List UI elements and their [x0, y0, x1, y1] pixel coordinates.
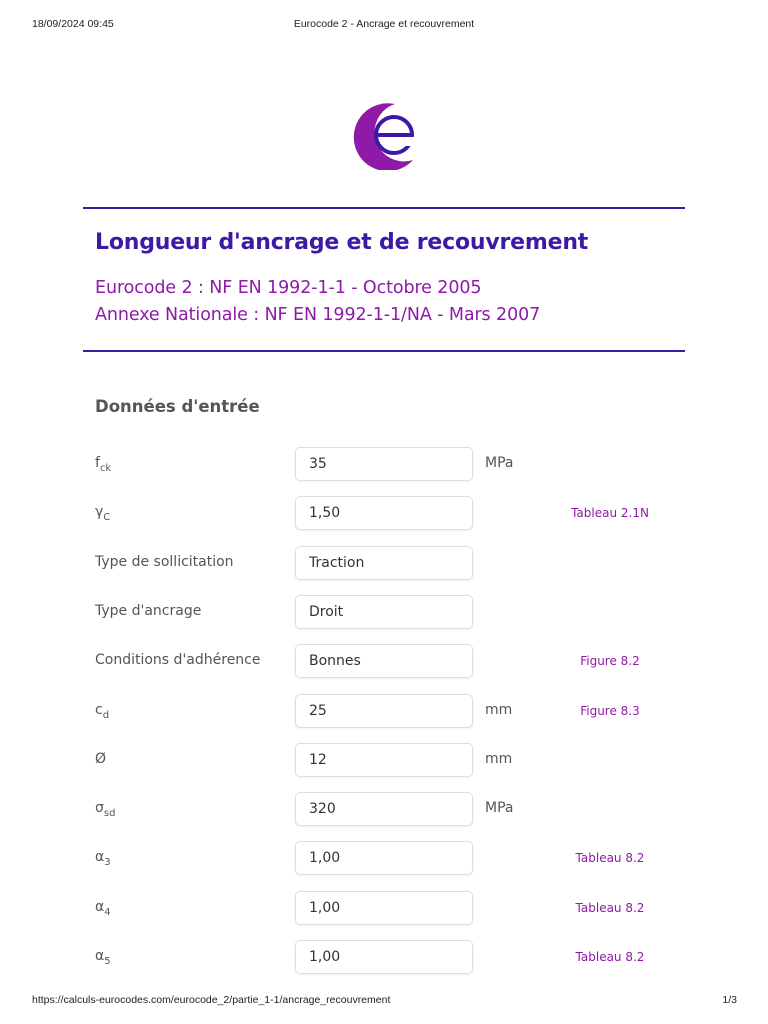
parameter-symbol: α: [95, 849, 105, 865]
parameter-symbol: Ø: [95, 751, 107, 767]
parameter-label: [95, 899, 111, 918]
parameter-subscript: 5: [104, 956, 111, 967]
reference-link[interactable]: Figure 8.2: [580, 654, 640, 668]
parameter-value-field[interactable]: Traction: [295, 546, 473, 580]
eurocode-reference: Eurocode 2 : NF EN 1992-1-1 - Octobre 2005: [95, 278, 482, 298]
parameter-value-field[interactable]: 35: [295, 447, 473, 481]
parameter-label: [95, 948, 111, 967]
parameter-symbol: Conditions d'adhérence: [95, 652, 261, 668]
parameter-value-field[interactable]: 1,00: [295, 940, 473, 974]
input-row: [0, 644, 768, 678]
parameter-value-field[interactable]: Bonnes: [295, 644, 473, 678]
parameter-unit: MPa: [485, 455, 514, 471]
parameter-label: [95, 455, 111, 474]
parameter-value-field[interactable]: Droit: [295, 595, 473, 629]
parameter-subscript: 3: [104, 857, 111, 868]
parameter-label: [95, 751, 106, 767]
parameter-symbol: σ: [95, 800, 104, 816]
parameter-subscript: ck: [99, 463, 112, 474]
print-title: Eurocode 2 - Ancrage et recouvrement: [293, 18, 475, 30]
print-header: [0, 18, 768, 32]
parameter-value-field[interactable]: 1,00: [295, 891, 473, 925]
parameter-label: [95, 652, 260, 668]
parameter-subscript: d: [102, 710, 110, 721]
input-row: [0, 841, 768, 875]
input-row: [0, 595, 768, 629]
parameter-label: [95, 554, 234, 570]
print-footer: [0, 994, 768, 1008]
input-row: [0, 891, 768, 925]
input-row: [0, 546, 768, 580]
parameter-subscript: sd: [103, 808, 116, 819]
input-row: [0, 792, 768, 826]
parameter-symbol: f: [95, 455, 100, 471]
print-url: https://calculs-eurocodes.com/eurocode_2/partie_1-1/ancrage_recouvrement: [32, 994, 391, 1006]
section-title-input-data: Données d'entrée: [95, 397, 260, 416]
parameter-symbol: γ: [95, 504, 104, 520]
reference-link[interactable]: Tableau 2.1N: [571, 506, 649, 520]
input-row: [0, 940, 768, 974]
parameter-value-field[interactable]: 1,00: [295, 841, 473, 875]
input-row: [0, 694, 768, 728]
input-row: [0, 743, 768, 777]
national-annex-reference: Annexe Nationale : NF EN 1992-1-1/NA - Mars 2007: [95, 305, 541, 325]
parameter-label: [95, 702, 109, 721]
parameter-symbol: α: [95, 948, 105, 964]
parameter-label: [95, 800, 115, 819]
parameter-symbol: c: [95, 702, 103, 718]
parameter-label: [95, 603, 201, 619]
reference-link[interactable]: Figure 8.3: [580, 704, 640, 718]
title-divider-bottom: [83, 350, 685, 352]
reference-link[interactable]: Tableau 8.2: [575, 901, 645, 915]
print-date: 18/09/2024 09:45: [32, 18, 114, 30]
reference-link[interactable]: Tableau 8.2: [575, 851, 645, 865]
eurocodes-logo-icon[interactable]: [349, 98, 419, 170]
parameter-symbol: Type d'ancrage: [95, 603, 202, 619]
reference-link[interactable]: Tableau 8.2: [575, 950, 645, 964]
parameter-value-field[interactable]: 1,50: [295, 496, 473, 530]
print-page-number: 1/3: [722, 994, 737, 1006]
parameter-subscript: C: [103, 512, 111, 523]
title-divider-top: [83, 207, 685, 209]
parameter-label: [95, 849, 111, 868]
input-row: [0, 447, 768, 481]
page-title: Longueur d'ancrage et de recouvrement: [95, 230, 589, 255]
parameter-symbol: Type de sollicitation: [95, 554, 234, 570]
parameter-symbol: α: [95, 899, 105, 915]
parameter-subscript: 4: [104, 907, 111, 918]
parameter-value-field[interactable]: 320: [295, 792, 473, 826]
parameter-unit: mm: [485, 702, 513, 718]
parameter-value-field[interactable]: 25: [295, 694, 473, 728]
parameter-value-field[interactable]: 12: [295, 743, 473, 777]
parameter-unit: mm: [485, 751, 513, 767]
input-row: [0, 496, 768, 530]
parameter-label: [95, 504, 110, 523]
parameter-unit: MPa: [485, 800, 514, 816]
